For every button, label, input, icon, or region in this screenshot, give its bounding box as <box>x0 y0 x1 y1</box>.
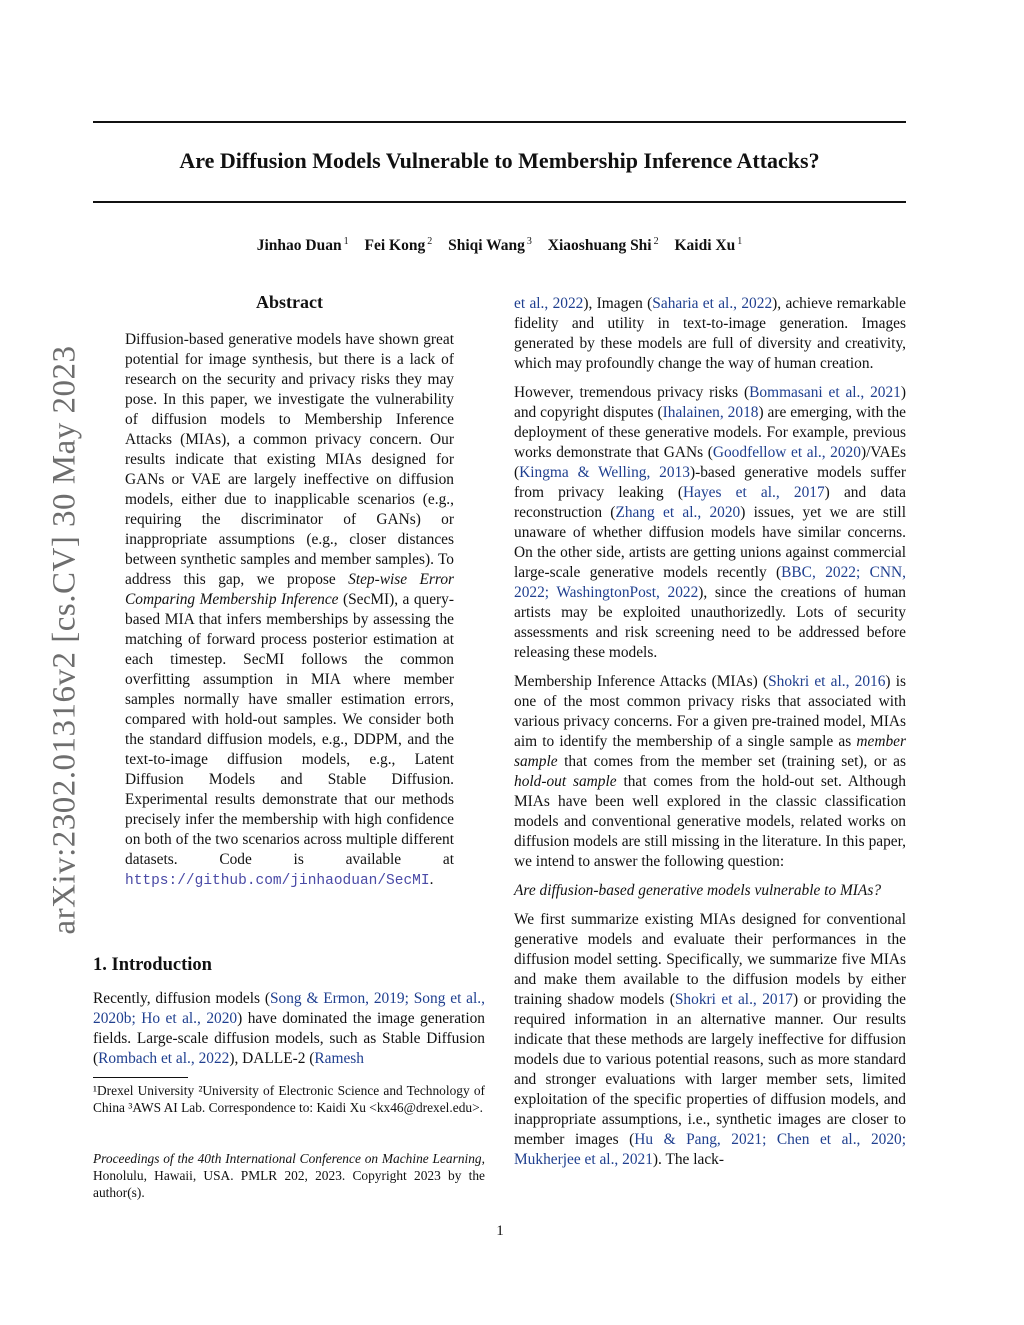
right-column <box>514 294 906 1179</box>
intro-paragraph: Recently, diffusion models (Song & Ermon, 2019; Song et al., 2020b; Ho et al., 2020) have dominated the image generation fields. Large-scale diffusion models, such as Stable Diffusion (Rombach et al., 2022), DALLE-2 (Ramesh <box>93 990 485 1067</box>
author: Xiaoshuang Shi $^2$ <box>547 236 659 255</box>
paragraph: We first summarize existing MIAs designed for conventional generative models and evaluate their performances in the diffusion model setting. Specifically, we summarize five MIAs and make them available to the diffusion models by either training shadow models (Shokri et al., 2017) or providing the required information in an alternative manner. Our results indicate that these methods are largely ineffective for diffusion models due to various potential reasons, such as more standard and stronger evaluations with larger member sets, limited exploitation of the specific properties of diffusion models, and inappropriate assumptions, i.e., synthetic images are closer to member images (Hu & Pang, 2021; Chen et al., 2020; Mukherjee et al., 2021). The lack- <box>514 911 907 1168</box>
paragraph: Membership Inference Attacks (MIAs) (Shokri et al., 2016) is one of the most common privacy risks that associated with various privacy concerns. For a given pre-trained model, MIAs aim to identify the membership of a single sample as member sample that comes from the member set (training set), or as hold-out sample that comes from the hold-out set. Although MIAs have been well explored in the classic classification models and conventional generative models, related works on diffusion models are still missing in the literature. In this paper, we intend to answer the following question: <box>514 673 907 870</box>
citation-link[interactable]: Ihalainen, 2018 <box>662 404 759 421</box>
author: Shiqi Wang $^3$ <box>448 236 532 255</box>
proceedings-footnote: Proceedings of the 40th International Conference on Machine Learning, Honolulu, Hawaii, USA. PMLR 202, 2023. Copyright 2023 by the author(s). <box>93 1151 485 1200</box>
section-heading-introduction: 1. Introduction <box>93 955 212 975</box>
citation-link[interactable]: Rombach et al., 2022 <box>98 1050 230 1067</box>
research-question: Are diffusion-based generative models vulnerable to MIAs? <box>514 882 882 899</box>
citation-link[interactable]: Saharia et al., 2022 <box>652 295 773 312</box>
abstract-heading: Abstract <box>256 292 323 312</box>
citation-link[interactable]: BBC, 2022; CNN, 2022; WashingtonPost, 2022 <box>514 564 906 601</box>
citation-link[interactable]: et al., 2022 <box>514 295 584 312</box>
code-link[interactable]: https://github.com/jinhaoduan/SecMI <box>125 873 430 889</box>
arxiv-identifier: arXiv:2302.01316v2 [cs.CV] 30 May 2023 <box>46 345 83 935</box>
page-number: 1 <box>496 1223 504 1239</box>
author-list <box>93 236 906 255</box>
citation-link[interactable]: Goodfellow et al., 2020 <box>712 444 861 461</box>
citation-link[interactable]: Shokri et al., 2016 <box>768 673 886 690</box>
citation-link[interactable]: Hayes et al., 2017 <box>683 484 825 501</box>
author: Kaidi Xu $^1$ <box>674 236 743 255</box>
title-top-rule <box>93 121 906 123</box>
paragraph: et al., 2022), Imagen (Saharia et al., 2022), achieve remarkable fidelity and utility in text-to-image generation. Images generated by these models are full of diversity and creativity, which may profoundly change the way of human creation. <box>514 295 907 372</box>
title-bottom-rule <box>93 201 906 203</box>
paragraph: However, tremendous privacy risks (Bommasani et al., 2021) and copyright disputes (Ihalainen, 2018) are emerging, with the deployment of these generative models. For example, previous works demonstrate that GANs (Goodfellow et al., 2020)/VAEs (Kingma & Welling, 2013)-based generative models suffer from privacy leaking (Hayes et al., 2017) and data reconstruction (Zhang et al., 2020) issues, yet we are still unaware of whether diffusion models have similar concerns. On the other side, artists are getting unions against commercial large-scale generative models recently (BBC, 2022; CNN, 2022; WashingtonPost, 2022), since the creations of human artists may be exploited unauthorizedly. Lots of security assessments and risk screening need to be addressed before releasing these models. <box>514 384 907 661</box>
abstract-text: Diffusion-based generative models have shown great potential for image synthesis, but there is a lack of research on the security and privacy risks they may pose. In this paper, we investigate the vulnerability of diffusion models to Membership Inference Attacks (MIAs), a common privacy concern. Our results indicate that existing MIAs designed for GANs or VAE are largely ineffective on diffusion models, either due to inapplicable scenarios (e.g., requiring the discriminator of GANs) or inappropriate assumptions (e.g., closer distances between synthetic samples and member samples). To address this gap, we propose Step-wise Error Comparing Membership Inference (SecMI), a query-based MIA that infers memberships by assessing the matching of forward process posterior estimation at each timestep. SecMI follows the common overfitting assumption in MIA where member samples normally have smaller estimation errors, compared with hold-out samples. We consider both the standard diffusion models, e.g., DDPM, and the text-to-image diffusion models, e.g., Latent Diffusion Models and Stable Diffusion. Experimental results demonstrate that our methods precisely infer the membership with high confidence on both of the two scenarios across multiple different datasets. Code is available at https://github.com/jinhaoduan/SecMI. <box>125 331 455 889</box>
citation-link[interactable]: Shokri et al., 2017 <box>674 991 794 1008</box>
affiliation-footnote: ¹Drexel University ²University of Electronic Science and Technology of China ³AWS AI Lab. Correspondence to: Kaidi Xu <kx46@drexel.edu>. <box>93 1083 485 1115</box>
citation-link[interactable]: Ramesh <box>314 1050 364 1067</box>
citation-link[interactable]: Hu & Pang, 2021; Chen et al., 2020; Mukherjee et al., 2021 <box>514 1131 907 1168</box>
citation-link[interactable]: Zhang et al., 2020 <box>615 504 741 521</box>
citation-link[interactable]: Bommasani et al., 2021 <box>749 384 901 401</box>
citation-link[interactable]: Song & Ermon, 2019; Song et al., 2020b; Ho et al., 2020 <box>93 990 485 1027</box>
author: Jinhao Duan $^1$ <box>256 236 349 255</box>
footnote-rule <box>93 1077 188 1078</box>
citation-link[interactable]: Kingma & Welling, 2013 <box>519 464 690 481</box>
paper-title: Are Diffusion Models Vulnerable to Membership Inference Attacks? <box>179 148 820 173</box>
author: Fei Kong $^2$ <box>364 236 433 255</box>
